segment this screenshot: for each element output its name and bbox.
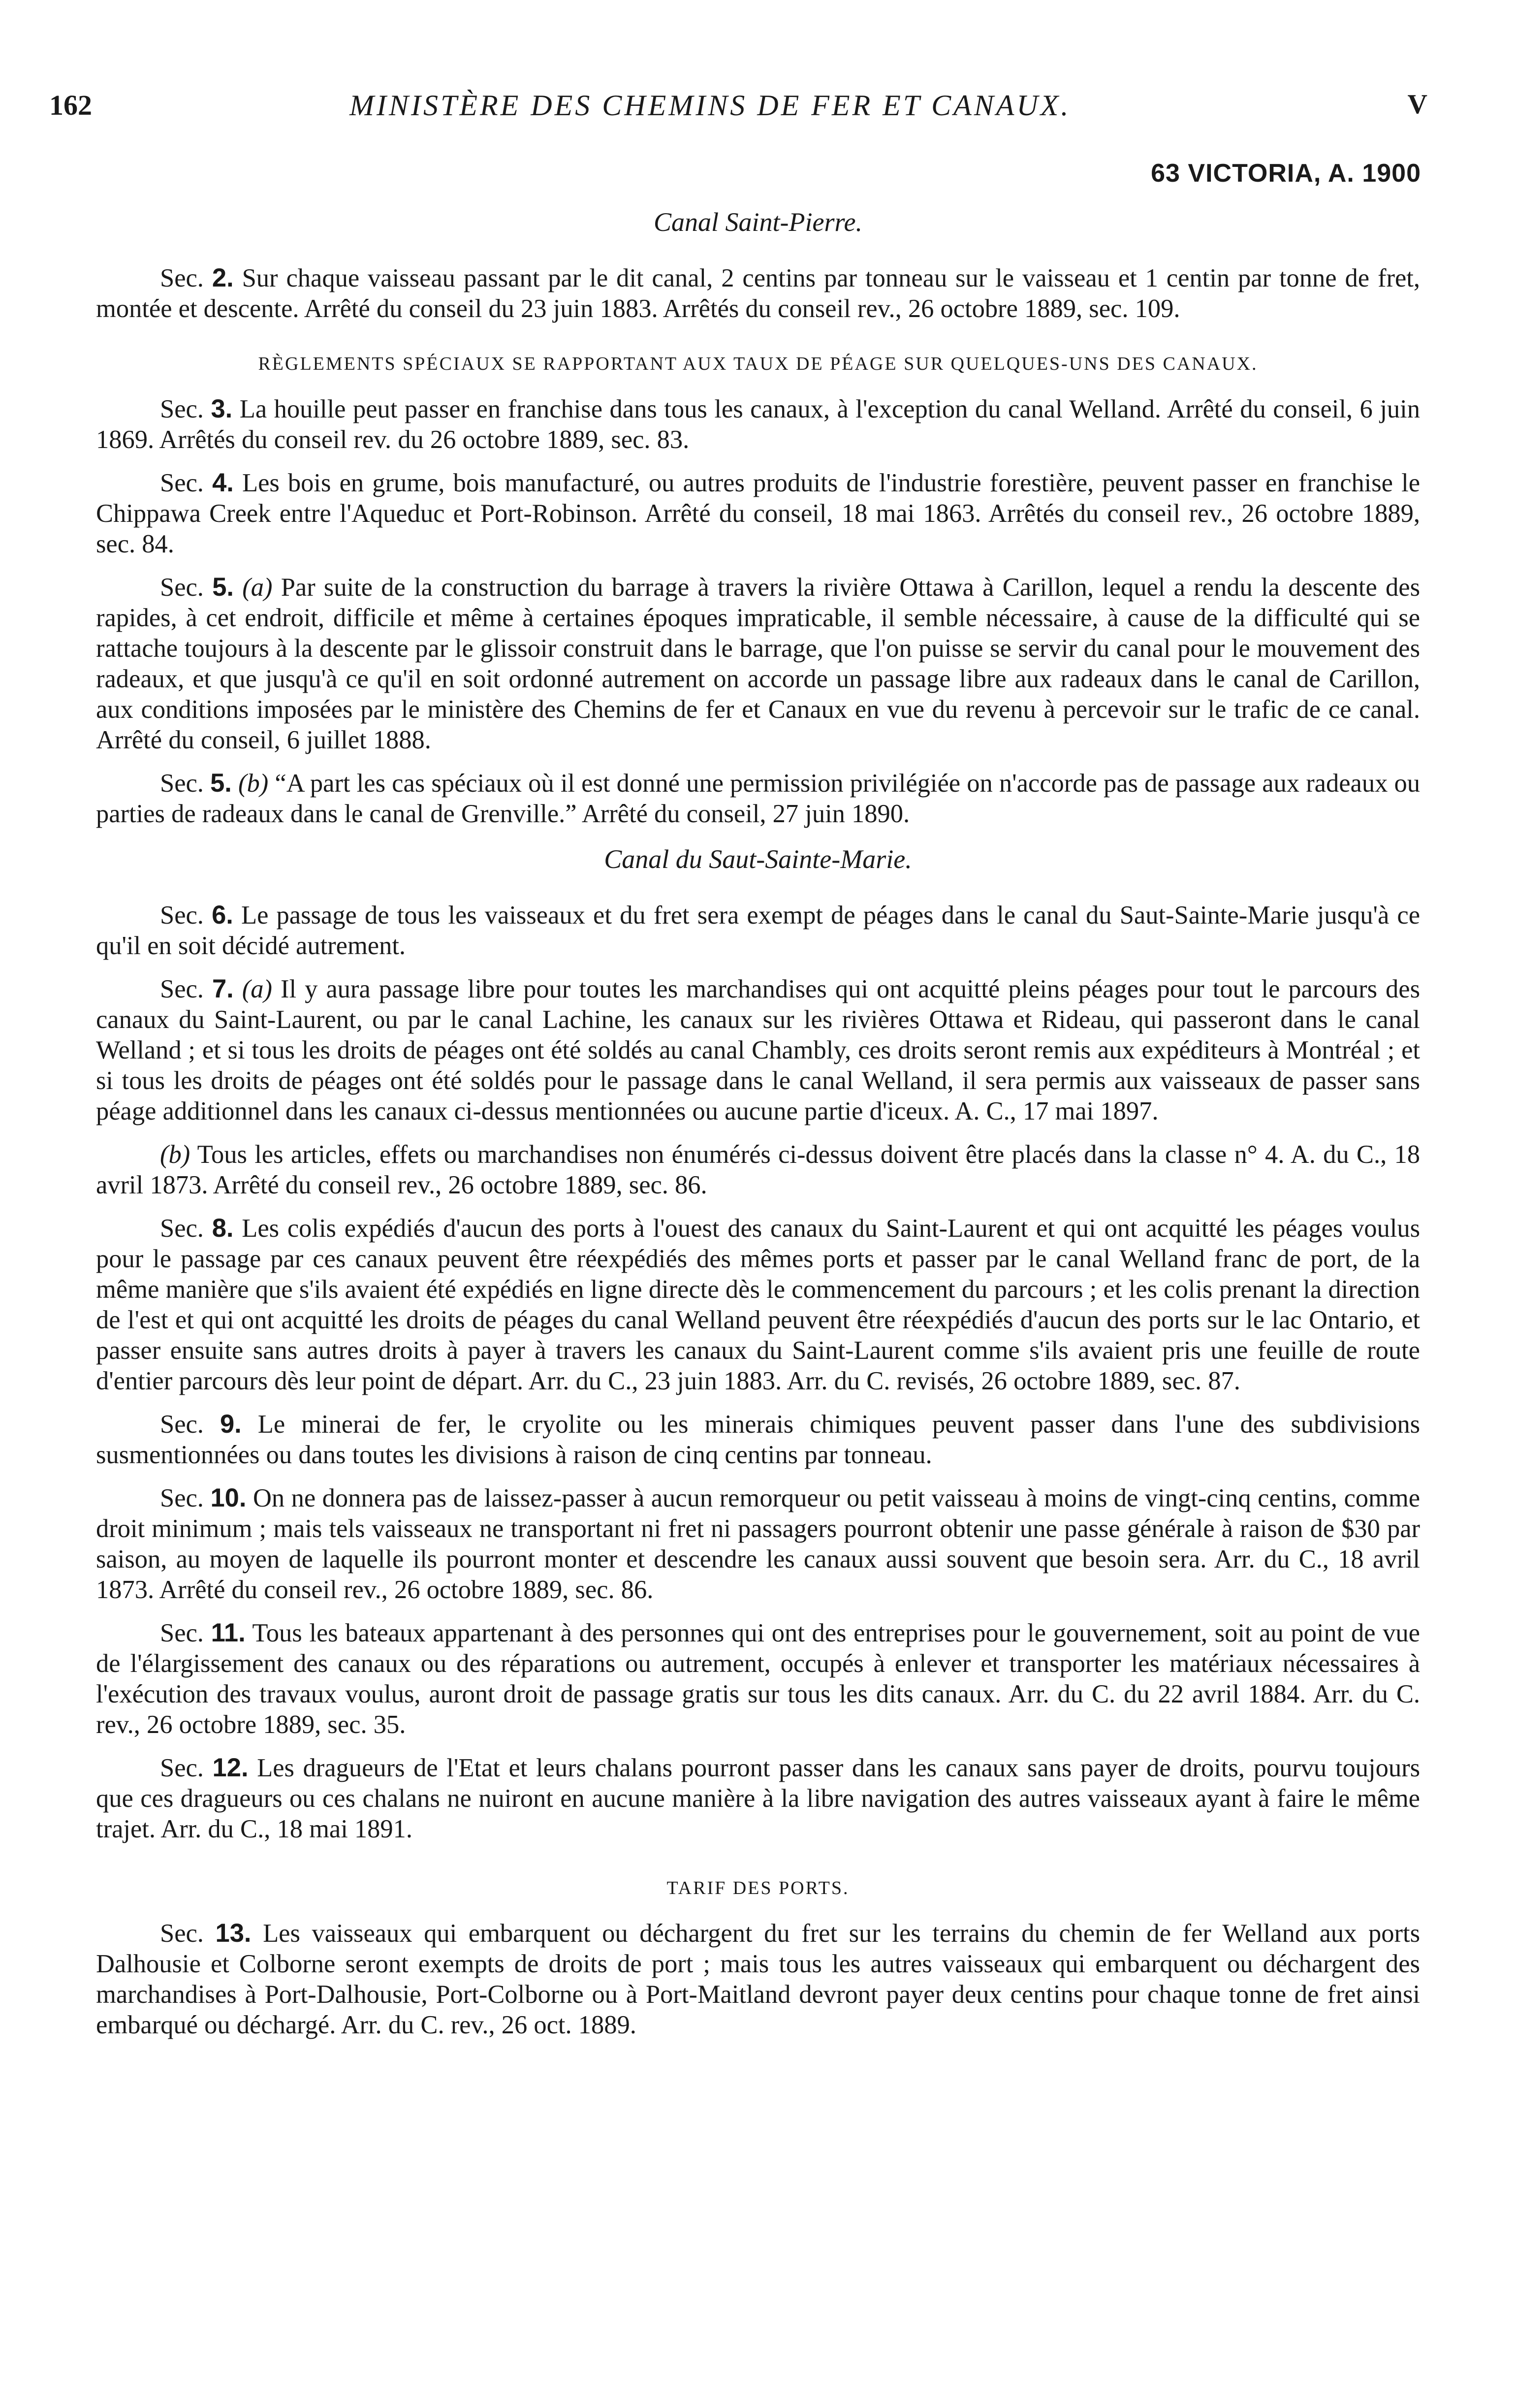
- paragraph-sec-2: Sec. 2. Sur chaque vaisseau passant par le dit canal, 2 centins par tonneau sur le vaisseau et 1 centin par tonne de fret, montée et descente. Arrêté du conseil du 23 juin 1883. Arrêtés du conseil rev., 26 octobre 1889, sec. 109.: [96, 263, 1421, 323]
- paragraph-sec-12: Sec. 12. Les dragueurs de l'Etat et leurs chalans pourront passer dans les canaux sans payer de droits, pourvu toujours que ces dragueurs ou ces chalans ne nuiront en aucune manière à la libre navigation des autres vaisseaux ayant à faire le même trajet. Arr. du C., 18 mai 1891.: [96, 1753, 1420, 1843]
- paragraph-sec-13: Sec. 13. Les vaisseaux qui embarquent ou déchargent du fret sur les terrains du chemin de fer Welland aux ports Dalhousie et Colborne seront exempts de droits de port ; mais tous les autres vaisseaux qui embarquent ou déchargent des marchandises à Port-Dalhousie, Port-Colborne ou à Port-Maitland devront payer deux centins pour chaque tonne de fret ainsi embarqué ou déchargé. Arr. du C. rev., 26 oct. 1889.: [96, 1919, 1421, 2039]
- paragraph-sec-10: Sec. 10. On ne donnera pas de laissez-passer à aucun remorqueur ou petit vaisseau à moins de vingt-cinq centins, comme droit minimum ; mais tels vaisseaux ne transportant ni fret ni passagers pourront obtenir une passe générale à raison de $30 par saison, au moyen de laquelle ils pourront monter et descendre les canaux aussi souvent que besoin sera. Arr. du C., 18 avril 1873. Arrêté du conseil rev., 26 octobre 1889, sec. 86.: [96, 1483, 1421, 1604]
- running-head: MINISTÈRE DES CHEMINS DE FER ET CANAUX.: [349, 89, 1071, 122]
- heading-reglements-speciaux: RÈGLEMENTS SPÉCIAUX SE RAPPORTANT AUX TAUX DE PÉAGE SUR QUELQUES-UNS DES CANAUX.: [258, 353, 1258, 374]
- volume-marker: V: [1407, 89, 1427, 120]
- heading-canal-saint-pierre: Canal Saint-Pierre.: [654, 207, 862, 237]
- paragraph-sec-3: Sec. 3. La houille peut passer en franchise dans tous les canaux, à l'exception du canal Welland. Arrêté du conseil, 6 juin 1869. Arrêtés du conseil rev. du 26 octobre 1889, sec. 83.: [96, 394, 1420, 454]
- page-header: [49, 89, 1427, 133]
- paragraph-sec-5b: Sec. 5. (b) “A part les cas spéciaux où il est donné une permission privilégiée on n'accorde pas de passage aux radeaux ou parties de radeaux dans le canal de Grenville.” Arrêté du conseil, 27 juin 1890.: [96, 769, 1420, 828]
- paragraph-sec-6: Sec. 6. Le passage de tous les vaisseaux et du fret sera exempt de péages dans le canal du Saut-Sainte-Marie jusqu'à ce qu'il en soit décidé autrement.: [96, 900, 1421, 960]
- paragraph-sec-8: Sec. 8. Les colis expédiés d'aucun des ports à l'ouest des canaux du Saint-Laurent et qui ont acquitté les péages voulus pour le passage par ces canaux peuvent être réexpédiés des mêmes ports et passer par le canal Welland franc de port, de la même manière que s'ils avaient été expédiés en ligne directe dès le commencement du parcours ; et les colis prenant la direction de l'est et qui ont acquitté les droits de péages du canal Welland peuvent être réexpédiés d'aucun des ports sur le lac Ontario, et passer ensuite sans autres droits à payer à travers les canaux du Saint-Laurent comme s'ils avaient pris une feuille de route d'entier parcours dès leur point de départ. Arr. du C., 23 juin 1883. Arr. du C. revisés, 26 octobre 1889, sec. 87.: [96, 1214, 1421, 1395]
- document-body: [96, 207, 1420, 2053]
- heading-tarif-des-ports: TARIF DES PORTS.: [666, 1878, 850, 1898]
- paragraph-sec-11: Sec. 11. Tous les bateaux appartenant à des personnes qui ont des entreprises pour le gouvernement, soit au point de vue de l'élargissement des canaux ou des réparations ou autrement, occupés à enlever et transporter les matériaux nécessaires à l'exécution des travaux voulus, auront droit de passage gratis sur tous les dits canaux. Arr. du C. du 22 avril 1884. Arr. du C. rev., 26 octobre 1889, sec. 35.: [96, 1618, 1420, 1739]
- heading-canal-saut-sainte-marie: Canal du Saut-Sainte-Marie.: [604, 844, 912, 874]
- paragraph-sec-9: Sec. 9. Le minerai de fer, le cryolite ou les minerais chimiques peuvent passer dans l'une des subdivisions susmentionnées ou dans toutes les divisions à raison de cinq centins par tonneau.: [96, 1410, 1421, 1469]
- paragraph-sec-7a: Sec. 7. (a) Il y aura passage libre pour toutes les marchandises qui ont acquitté pleins péages pour tout le parcours des canaux du Saint-Laurent, ou par le canal Lachine, les canaux sur les rivières Ottawa et Rideau, qui passeront dans le canal Welland ; et si tous les droits de péages ont été soldés au canal Chambly, ces droits seront remis aux expéditeurs à Montréal ; et si tous les droits de péages ont été soldés pour le passage dans le canal Welland, il sera permis aux vaisseaux de passer sans péage additionnel dans les canaux ci-dessus mentionnées ou aucune partie d'iceux. A. C., 17 mai 1897.: [96, 974, 1421, 1125]
- paragraph-sec-4: Sec. 4. Les bois en grume, bois manufacturé, ou autres produits de l'industrie forestière, peuvent passer en franchise le Chippawa Creek entre l'Aqueduc et Port-Robinson. Arrêté du conseil, 18 mai 1863. Arrêtés du conseil rev., 26 octobre 1889, sec. 84.: [96, 468, 1421, 558]
- page-number: 162: [49, 89, 92, 121]
- session-label: 63 VICTORIA, A. 1900: [1151, 159, 1421, 188]
- paragraph-sec-5a: Sec. 5. (a) Par suite de la construction du barrage à travers la rivière Ottawa à Carillon, lequel a rendu la descente des rapides, à cet endroit, difficile et même à certaines époques impraticable, il semble nécessaire, à cause de la difficulté qui se rattache toujours à la descente par le glissoir construit dans le barrage, que l'on puisse se servir du canal pour le mouvement des radeaux, et que jusqu'à ce qu'il en soit ordonné autrement on accorde un passage libre aux radeaux dans le canal de Carillon, aux conditions imposées par le ministère des Chemins de fer et Canaux en vue du revenu à percevoir sur le trafic de ce canal. Arrêté du conseil, 6 juillet 1888.: [96, 573, 1421, 754]
- paragraph-sec-7b: (b) Tous les articles, effets ou marchandises non énumérés ci-dessus doivent être placés dans la classe n° 4. A. du C., 18 avril 1873. Arrêté du conseil rev., 26 octobre 1889, sec. 86.: [96, 1140, 1420, 1199]
